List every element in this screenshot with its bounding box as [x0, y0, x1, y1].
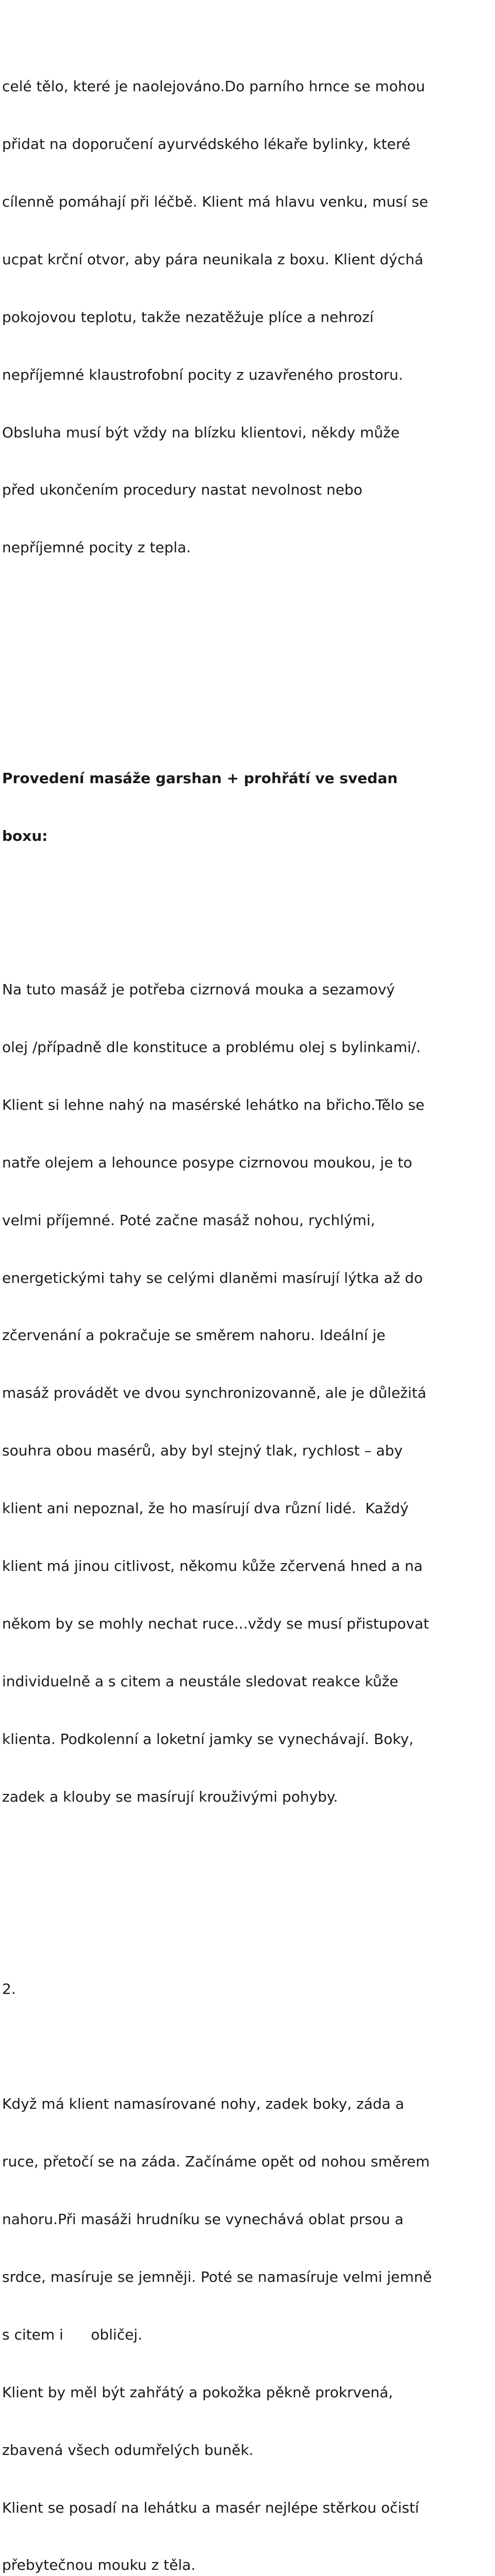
spacer	[2, 653, 495, 672]
text-line: zadek a klouby se masírují krouživými pohyby.	[2, 1788, 338, 1805]
text-line: přebytečnou mouku z těla.	[2, 2556, 196, 2574]
text-line: před ukončením procedury nastat nevolnost nebo	[2, 481, 362, 499]
text-line: cílenně pomáhají při léčbě. Klient má hlavu venku, musí se	[2, 193, 428, 210]
text-line: celé tělo, které je naolejováno.Do parního hrnce se mohou	[2, 78, 425, 95]
text-line: s citem i obličej.	[2, 2326, 142, 2343]
text-line: Klient se posadí na lehátku a masér nejlépe stěrkou očistí	[2, 2499, 419, 2516]
text-line: zbavená všech odumřelých buněk.	[2, 2441, 254, 2459]
text-line: nepříjemné pocity z tepla.	[2, 539, 191, 556]
text-line: souhra obou masérů, aby byl stejný tlak, rychlost – aby	[2, 1442, 403, 1460]
heading-line: Provedení masáže garshan + prohřátí ve svedan	[2, 769, 398, 787]
text-line: masáž provádět ve dvou synchronizovanně, ale je důležitá	[2, 1384, 426, 1402]
text-line: olej /případně dle konstituce a problému olej s bylinkami/.	[2, 1039, 421, 1056]
text-line: nahoru.Při masáži hrudníku se vynechává oblat prsou a	[2, 2211, 404, 2228]
document-page	[2, 0, 495, 2576]
text-line: Na tuto masáž je potřeba cizrnová mouka a sezamový	[2, 981, 395, 998]
text-line: nepříjemné klaustrofobní pocity z uzavřeného prostoru.	[2, 366, 403, 383]
text-line: Obsluha musí být vždy na blízku klientovi, někdy může	[2, 423, 400, 441]
text-line: někom by se mohly nechat ruce...vždy se musí přistupovat	[2, 1615, 430, 1632]
text-line: srdce, masíruje se jemněji. Poté se namasíruje velmi jemně	[2, 2268, 432, 2286]
text-line: přidat na doporučení ayurvédského lékaře bylinky, které	[2, 135, 410, 153]
paragraph-continuation	[2, 2056, 495, 2576]
spacer	[2, 1902, 495, 1921]
text-line: zčervenání a pokračuje se směrem nahoru. Ideální je	[2, 1327, 386, 1344]
text-line: Klient by měl být zahřátý a pokožka pěkně prokrvená,	[2, 2383, 393, 2401]
paragraph-massage	[2, 942, 495, 1845]
text-line: natře olejem a lehounce posype cizrnovou moukou, je to	[2, 1154, 412, 1171]
text-line: energetickými tahy se celými dlaněmi masírují lýtka až do	[2, 1269, 423, 1286]
text-line: Klient si lehne nahý na masérské lehátko na břicho.Tělo se	[2, 1096, 425, 1113]
text-line: klienta. Podkolenní a loketní jamky se vynechávají. Boky,	[2, 1730, 414, 1748]
text-line: pokojovou teplotu, takže nezatěžuje plíce a nehrozí	[2, 308, 374, 326]
section-heading	[2, 730, 495, 884]
section-number: 2.	[2, 1980, 16, 1997]
text-line: individuelně a s citem a neustále sledovat reakce kůže	[2, 1672, 399, 1690]
text-line: klient má jinou citlivost, někomu kůže zčervená hned a na	[2, 1557, 423, 1575]
text-line: Když má klient namasírované nohy, zadek boky, záda a	[2, 2095, 404, 2113]
heading-line: boxu:	[2, 827, 48, 844]
text-line: klient ani nepoznal, že ho masírují dva různí lidé. Každý	[2, 1500, 409, 1517]
text-line: ucpat krční otvor, aby pára neunikala z boxu. Klient dýchá	[2, 250, 424, 268]
paragraph-intro	[2, 39, 495, 596]
text-line: velmi příjemné. Poté začne masáž nohou, rychlými,	[2, 1211, 375, 1229]
text-line: ruce, přetočí se na záda. Začínáme opět od nohou směrem	[2, 2153, 430, 2171]
